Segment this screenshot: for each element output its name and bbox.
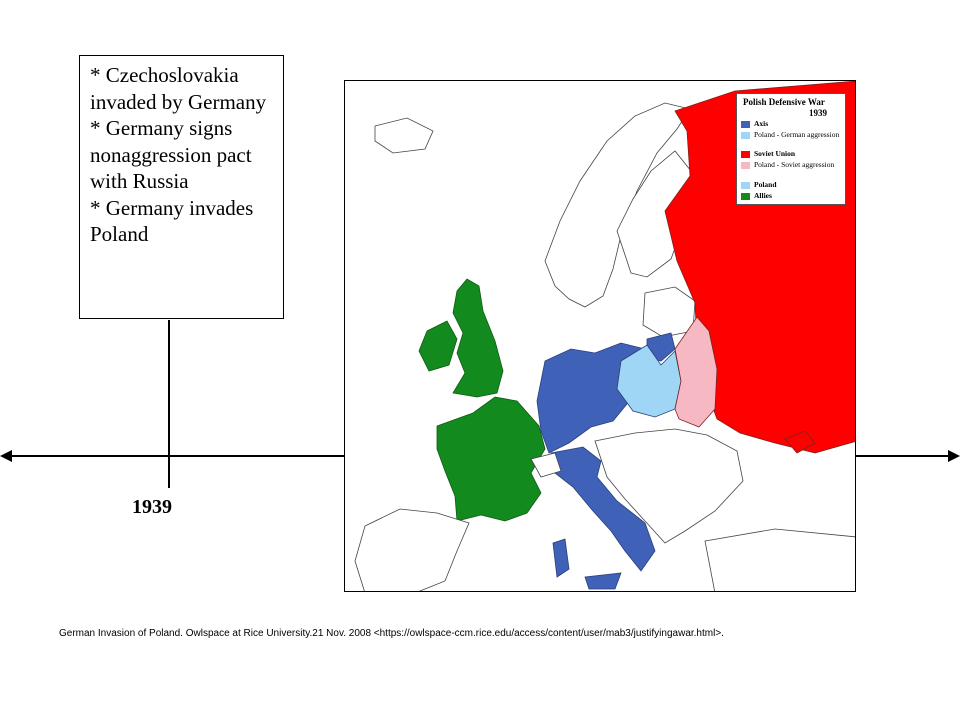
source-citation: German Invasion of Poland. Owlspace at Rice University.21 Nov. 2008 <https://owlspace-ccm.rice.edu/access/content/user/mab3/justifyingawar.html>. [59, 628, 724, 639]
legend-item-axis [741, 120, 768, 128]
legend-swatch-poland-german [741, 132, 750, 139]
legend-swatch-poland [741, 182, 750, 189]
legend-year: 1939 [809, 108, 827, 118]
legend-label-poland-german: Poland - German aggression [754, 130, 840, 139]
legend-item-poland-german [741, 131, 839, 139]
legend-swatch-axis [741, 121, 750, 128]
europe-map [344, 80, 856, 592]
legend-item-soviet [741, 150, 795, 158]
timeline-right-arrow-icon [948, 450, 960, 462]
legend-title: Polish Defensive War [743, 97, 825, 107]
event-text-box [79, 55, 284, 319]
event-line-poland: * Germany invades Poland [90, 195, 254, 246]
legend-label-allies: Allies [754, 191, 772, 200]
event-line-czechoslovakia: * Czechoslovakia invaded by Germany [90, 63, 267, 114]
legend-item-allies [741, 192, 772, 200]
legend-label-axis: Axis [754, 119, 769, 128]
timeline-year-label: 1939 [132, 496, 172, 518]
legend-swatch-allies [741, 193, 750, 200]
legend-label-soviet: Soviet Union [754, 149, 796, 158]
legend-swatch-soviet [741, 151, 750, 158]
map-legend [736, 93, 846, 205]
event-connector-line [168, 320, 170, 488]
legend-item-poland [741, 181, 777, 189]
timeline-left-arrow-icon [0, 450, 12, 462]
legend-label-poland-soviet: Poland - Soviet aggression [754, 160, 835, 169]
legend-item-poland-soviet [741, 161, 834, 169]
legend-swatch-poland-soviet [741, 162, 750, 169]
legend-label-poland: Poland [754, 180, 777, 189]
event-line-pact: * Germany signs nonaggression pact with Russia [90, 116, 252, 193]
